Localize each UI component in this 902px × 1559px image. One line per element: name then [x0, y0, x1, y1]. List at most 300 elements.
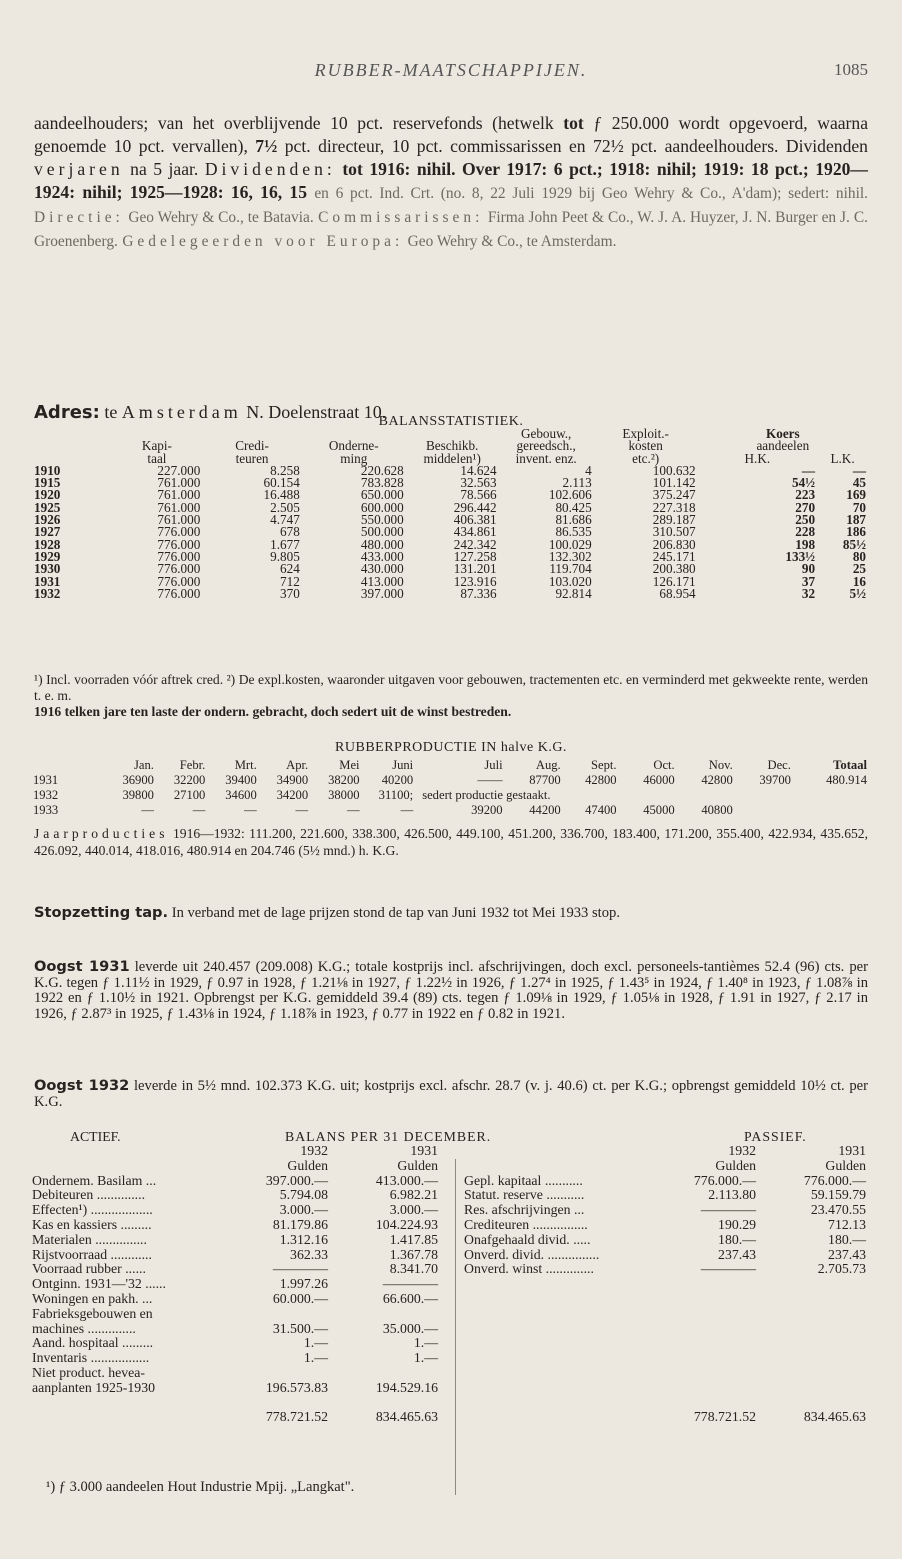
balance-value: 776.000.— [693, 1172, 756, 1188]
balance-value: 1.312.16 [279, 1231, 328, 1247]
value-cell: 38200 [328, 773, 360, 787]
balance-row [32, 1322, 438, 1337]
balance-value: 1.367.78 [389, 1246, 438, 1262]
balance-row [464, 1292, 866, 1307]
column-header: Exploit.- [622, 426, 669, 441]
balansstatistiek-notes [34, 672, 868, 720]
column-header: Febr. [179, 758, 206, 772]
stopzetting-label: Stopzetting tap. [34, 904, 169, 921]
value-cell: 406.381 [453, 512, 497, 528]
value-cell: 86.535 [555, 524, 592, 540]
column-header: Totaal [833, 758, 867, 772]
balance-row [464, 1218, 866, 1233]
value-cell: 40200 [381, 773, 414, 787]
value-cell: 45000 [643, 803, 675, 817]
gedelegeerden-label: Gedelegeerden voor Europa: [122, 233, 404, 250]
balance-row [464, 1307, 866, 1322]
column-header: teuren [235, 450, 269, 466]
value-cell: 433.000 [360, 548, 404, 564]
year-cell: 1930 [34, 561, 61, 577]
value-cell: 187 [846, 512, 866, 528]
value-cell: 296.442 [453, 499, 497, 515]
balance-value: 60.000.— [272, 1290, 328, 1306]
value-cell: 397.000 [360, 585, 404, 601]
year-header: 1931 [410, 1143, 438, 1158]
intro-text: tot [563, 113, 584, 133]
balance-label: Inventaris ................. [32, 1350, 150, 1366]
value-cell: 678 [280, 524, 300, 540]
balance-row [464, 1203, 866, 1218]
column-header [32, 440, 112, 452]
value-cell: 1.677 [270, 536, 300, 552]
balance-label: Effecten¹) .................. [32, 1202, 153, 1218]
value-cell: 169 [846, 487, 866, 503]
actief-title: ACTIEF. [70, 1129, 121, 1144]
intro-text: en 6 pct. Ind. Crt. (no. 8, 22 Juli 1929 bij Geo Wehry & Co., A'dam); sedert: nihil. [314, 185, 868, 202]
value-cell: 375.247 [652, 487, 696, 503]
value-cell: 776.000 [157, 524, 201, 540]
value-cell: 712 [280, 573, 300, 589]
value-cell: 270 [795, 499, 816, 515]
balance-value: 834.465.63 [375, 1409, 438, 1425]
balance-row [464, 1396, 866, 1411]
value-cell: 198 [795, 536, 816, 552]
value-cell: 68.954 [659, 585, 696, 601]
value-cell: 776.000 [157, 573, 201, 589]
value-cell: 14.624 [460, 462, 497, 478]
value-cell: 310.507 [652, 524, 696, 540]
oogst-1931-label: Oogst 1931 [34, 958, 130, 975]
balance-row [464, 1174, 866, 1189]
balance-value: 59.159.79 [810, 1187, 866, 1203]
value-cell: 761.000 [157, 475, 201, 491]
value-cell: 480.914 [826, 773, 867, 787]
year-header: 1932 [300, 1143, 328, 1158]
value-cell: 32200 [173, 773, 206, 787]
value-cell: —— [477, 773, 503, 787]
column-header: Koers [765, 426, 800, 441]
passief-title: PASSIEF. [744, 1129, 807, 1144]
stopzetting-text: In verband met de lage prijzen stond de tap van Juni 1932 tot Mei 1933 stop. [171, 905, 620, 921]
value-cell: 100.632 [652, 462, 696, 478]
oogst-1931-text: leverde uit 240.457 (209.008) K.G.; totale kostprijs incl. afschrijvingen, doch excl. personeels-tantièmes 52.4 (96) cts. per K.G. tegen ƒ 1.11½ in 1929, ƒ 0.97 in 1928, ƒ 1.21⅛ in 1927, ƒ 1.22½ in 1926, ƒ 1.27⁴ in 1925, ƒ 1.43⁵ in 1924, ƒ 1.40⁸ in 1923, ƒ 1.08⅞ in 1922 en ƒ 1.10½ in 1921. Opbrengst per K.G. gemiddeld 39.4 (89) cts. tegen ƒ 1.09⅛ in 1929, ƒ 1.05⅛ in 1928, ƒ 1.91 in 1927, ƒ 2.17 in 1926, ƒ 2.87³ in 1925, ƒ 1.43⅛ in 1924, ƒ 1.18⅞ in 1923, ƒ 0.77 in 1922 en ƒ 0.82 in 1921. [34, 959, 868, 1022]
balance-value: 2.113.80 [708, 1187, 756, 1203]
value-cell: 60.154 [263, 475, 300, 491]
balansstatistiek-title: BALANSSTATISTIEK. [378, 414, 524, 429]
balance-label: Onverd. divid. ............... [464, 1246, 600, 1262]
value-cell: 206.830 [652, 536, 696, 552]
balance-label: Res. afschrijvingen ... [464, 1202, 585, 1218]
value-cell: 8.258 [270, 462, 300, 478]
balance-label: Onverd. winst .............. [464, 1261, 594, 1277]
value-cell [734, 803, 792, 818]
value-cell: 87.336 [460, 585, 497, 601]
value-cell: 223 [795, 487, 816, 503]
column-header: taal [147, 450, 167, 466]
balance-row [32, 1188, 438, 1203]
value-cell: 38000 [328, 788, 360, 802]
value-cell: — [295, 803, 309, 817]
stopzetting-paragraph [34, 905, 868, 922]
commissarissen-label: Commissarissen: [318, 209, 484, 226]
balance-row [464, 1233, 866, 1248]
value-cell: 32.563 [460, 475, 497, 491]
balance-row [464, 1277, 866, 1292]
value-cell: 650.000 [360, 487, 404, 503]
year-cell: 1932 [34, 585, 61, 601]
balance-value: ———— [700, 1261, 756, 1277]
year-header: 1932 [728, 1143, 756, 1158]
column-header: Jan. [133, 758, 154, 772]
value-cell: 39400 [225, 773, 257, 787]
balance-label: Fabrieksgebouwen en [32, 1305, 153, 1321]
column-header: middelen¹) [423, 450, 481, 466]
year-cell: 1928 [34, 536, 61, 552]
balance-label: Aand. hospitaal ......... [32, 1335, 154, 1351]
balance-sheet [32, 1129, 870, 1509]
column-header: Aug. [535, 758, 561, 772]
value-cell: sedert productie gestaakt. [422, 788, 551, 802]
balance-value: 413.000.— [375, 1172, 438, 1188]
value-cell: 480.000 [360, 536, 404, 552]
column-header: Sept. [591, 758, 617, 772]
value-cell: 776.000 [157, 536, 201, 552]
value-cell: 434.861 [453, 524, 497, 540]
address-city: Amsterdam [121, 402, 242, 422]
column-header: Juli [484, 758, 503, 772]
balance-label: Materialen ............... [32, 1231, 147, 1247]
value-cell: 289.187 [652, 512, 696, 528]
value-cell: 45 [852, 475, 866, 491]
value-cell [792, 803, 868, 818]
value-cell: 27100 [173, 788, 206, 802]
balance-value: 180.— [718, 1231, 756, 1247]
balance-label: Ontginn. 1931—'32 ...... [32, 1276, 166, 1292]
balance-label: Debiteuren .............. [32, 1187, 146, 1203]
note-line: ¹) Incl. voorraden vóór aftrek cred. ²) De expl.kosten, waaronder uitgaven voor gebouwen, tractementen etc. en verminderd met gekweekte rente, werden t. e. m. [34, 672, 868, 703]
column-header: Gebouw., [520, 426, 572, 441]
value-cell: 80.425 [555, 499, 592, 515]
value-cell: — [400, 803, 414, 817]
value-cell: 131.201 [453, 561, 497, 577]
value-cell: — [852, 462, 866, 478]
balance-row [464, 1351, 866, 1366]
gedelegeerden-value: Geo Wehry & Co., te Amsterdam. [407, 233, 617, 250]
balance-value: ———— [272, 1261, 328, 1277]
value-cell: 4.747 [270, 512, 300, 528]
year-cell: 1927 [34, 524, 61, 540]
value-cell: 776.000 [157, 561, 201, 577]
value-cell: 16.488 [263, 487, 300, 503]
balance-value: 194.529.16 [375, 1379, 438, 1395]
value-cell: 25 [852, 561, 866, 577]
value-cell: 776.000 [157, 548, 201, 564]
unit-header: Gulden [715, 1157, 756, 1173]
balance-label: Kas en kassiers ......... [32, 1216, 152, 1232]
balance-value: 3.000.— [279, 1202, 328, 1218]
column-header: Apr. [286, 758, 309, 772]
actief-column [32, 1144, 438, 1425]
value-cell: 34900 [276, 773, 309, 787]
value-cell: 5½ [849, 585, 866, 601]
intro-text: na 5 jaar. [130, 159, 199, 179]
column-header: gereedsch., [516, 438, 576, 454]
value-cell: 32 [801, 585, 816, 601]
value-cell: 39200 [471, 803, 503, 817]
balance-row [464, 1336, 866, 1351]
address-label: Adres: [34, 402, 100, 423]
intro-text: Dividenden: [204, 159, 336, 179]
column-header: H.K. [744, 450, 771, 466]
value-cell: 228 [795, 524, 816, 540]
balance-row [464, 1262, 866, 1277]
value-cell: 34200 [276, 788, 309, 802]
intro-text: pct. directeur, 10 pct. commissarissen en 72½ pct. aandeelhouders. Dividenden [284, 136, 868, 156]
directie-value: Geo Wehry & Co., te Batavia. [128, 209, 314, 226]
value-cell: 85½ [842, 536, 866, 552]
column-divider [455, 1159, 456, 1495]
value-cell: 39700 [759, 773, 791, 787]
year-cell: 1931 [33, 773, 59, 787]
rubberproductie-title: RUBBERPRODUCTIE IN halve K.G. [335, 740, 567, 755]
value-cell: 92.814 [555, 585, 592, 601]
balance-row [32, 1233, 438, 1248]
year-cell: 1931 [34, 573, 61, 589]
balance-value: 31.500.— [272, 1320, 328, 1336]
value-cell: 54½ [791, 475, 816, 491]
value-cell: 250 [795, 512, 816, 528]
value-cell: 2.113 [562, 475, 592, 491]
balance-value: 196.573.83 [265, 1379, 328, 1395]
balance-row [32, 1381, 438, 1396]
value-cell: 2.505 [270, 499, 300, 515]
table-row [32, 788, 868, 803]
year-cell: 1915 [34, 475, 61, 491]
year-cell: 1926 [34, 512, 61, 528]
balance-value: 1.— [413, 1335, 438, 1351]
table-row [32, 803, 868, 818]
running-title: RUBBER-MAATSCHAPPIJEN. [314, 60, 588, 80]
balance-row [464, 1410, 866, 1425]
value-cell: 186 [846, 524, 866, 540]
jaarproducties-label: Jaarproducties [34, 826, 169, 841]
balance-row [32, 1292, 438, 1307]
balance-value: 834.465.63 [803, 1409, 866, 1425]
value-cell: 245.171 [652, 548, 696, 564]
year-cell: 1920 [34, 487, 61, 503]
value-cell: 761.000 [157, 499, 201, 515]
table-row [32, 588, 868, 600]
balance-row [32, 1218, 438, 1233]
column-header: Mei [339, 758, 360, 772]
value-cell: 127.258 [453, 548, 497, 564]
balance-value: 778.721.52 [265, 1409, 328, 1425]
column-header: Mrt. [234, 758, 257, 772]
balance-label: Crediteuren ................ [464, 1216, 588, 1232]
balance-label: Onafgehaald divid. ..... [464, 1231, 591, 1247]
value-cell: 227.000 [157, 462, 201, 478]
column-header: Onderne- [328, 438, 379, 454]
balance-label: Statut. reserve ........... [464, 1187, 585, 1203]
value-cell: 126.171 [652, 573, 696, 589]
address-text: te [104, 402, 118, 422]
column-header: Juni [392, 758, 414, 772]
value-cell: 119.704 [549, 561, 592, 577]
balance-row [32, 1262, 438, 1277]
value-cell: 90 [801, 561, 816, 577]
balance-value: 776.000.— [803, 1172, 866, 1188]
value-cell: 44200 [529, 803, 561, 817]
balance-value: 5.794.08 [279, 1187, 328, 1203]
balance-sheet-title: BALANS PER 31 DECEMBER. [285, 1129, 492, 1144]
column-header: Credi- [235, 438, 269, 454]
rubberproductie-table [32, 758, 868, 818]
value-cell: — [346, 803, 360, 817]
oogst-1932-text: leverde in 5½ mnd. 102.373 K.G. uit; kostprijs excl. afschr. 28.7 (v. j. 40.6) ct. per K.G.; opbrengst gemiddeld 10½ ct. per K.G. [34, 1078, 868, 1110]
value-cell: 87700 [529, 773, 561, 787]
value-cell: 500.000 [360, 524, 404, 540]
value-cell: 133½ [785, 548, 816, 564]
note-line: 1916 telken jare ten laste der ondern. gebracht, doch sedert uit de winst bestreden. [34, 704, 512, 719]
value-cell: 227.318 [652, 499, 696, 515]
balance-value: ———— [382, 1276, 438, 1292]
balance-value: 237.43 [718, 1246, 756, 1262]
balance-value: 1.997.26 [279, 1276, 328, 1292]
value-cell: 761.000 [157, 512, 201, 528]
oogst-1932-paragraph [34, 1078, 868, 1110]
unit-header: Gulden [825, 1157, 866, 1173]
value-cell: 100.029 [548, 536, 592, 552]
balance-value: 81.179.86 [272, 1216, 328, 1232]
balansstatistiek-table [32, 428, 868, 600]
column-header: ming [340, 450, 368, 466]
column-header [32, 758, 99, 773]
value-cell: 81.686 [555, 512, 592, 528]
balance-row [32, 1203, 438, 1218]
balance-row [32, 1336, 438, 1351]
column-header: Nov. [708, 758, 733, 772]
balance-value: 712.13 [828, 1216, 866, 1232]
value-cell: 36900 [122, 773, 154, 787]
value-cell: 47400 [585, 803, 617, 817]
balance-row [32, 1307, 438, 1322]
jaarproducties-paragraph [34, 826, 868, 859]
unit-header-row [464, 1159, 866, 1174]
column-header [32, 428, 112, 440]
balance-row [32, 1410, 438, 1425]
year-cell: 1929 [34, 548, 61, 564]
header-row [32, 758, 868, 773]
balance-label: Voorraad rubber ...... [32, 1261, 146, 1277]
intro-text: aandeelhouders; van het overblijvende 10 pct. reservefonds (hetwelk [34, 113, 554, 133]
balance-row [32, 1366, 438, 1381]
page-number: 1085 [834, 60, 868, 79]
value-cell: 101.142 [652, 475, 696, 491]
column-header: Dec. [767, 758, 791, 772]
balance-value: 6.982.21 [389, 1187, 438, 1203]
value-cell: 776.000 [157, 585, 201, 601]
balance-row [464, 1188, 866, 1203]
value-cell: 78.566 [460, 487, 497, 503]
oogst-1932-label: Oogst 1932 [34, 1077, 130, 1094]
intro-text: wordt opgevoerd, waarna genoemde 10 pct. vervallen), [34, 113, 869, 156]
value-cell: 761.000 [157, 487, 201, 503]
balance-value: 104.224.93 [375, 1216, 438, 1232]
balance-row [464, 1381, 866, 1396]
value-cell: 132.302 [548, 548, 592, 564]
balance-value: 2.705.73 [817, 1261, 866, 1277]
value-cell: 37 [801, 573, 816, 589]
value-cell: 103.020 [548, 573, 592, 589]
footnote: ¹) ƒ 3.000 aandeelen Hout Industrie Mpij. „Langkat". [46, 1479, 355, 1495]
value-cell: 783.828 [360, 475, 404, 491]
balance-label: machines .............. [32, 1320, 136, 1336]
balance-label: Gepl. kapitaal ........... [464, 1172, 583, 1188]
column-header: etc.²) [632, 450, 660, 466]
balance-label: Niet product. hevea- [32, 1364, 146, 1380]
balance-label: Rijstvoorraad ............ [32, 1246, 152, 1262]
value-cell: 31100; [378, 788, 414, 802]
balance-label: Ondernem. Basilam ... [32, 1172, 157, 1188]
balance-value: ———— [700, 1202, 756, 1218]
balance-value: 3.000.— [389, 1202, 438, 1218]
directie-label: Directie: [34, 209, 124, 226]
column-header: invent. enz. [515, 450, 577, 466]
balance-row [464, 1366, 866, 1381]
value-cell: 9.805 [270, 548, 300, 564]
intro-paragraph [34, 112, 868, 253]
balance-value: 1.417.85 [389, 1231, 438, 1247]
balance-value: 237.43 [828, 1246, 866, 1262]
balance-value: 362.33 [290, 1246, 328, 1262]
unit-header-row [32, 1159, 438, 1174]
value-cell: 40800 [701, 803, 733, 817]
balance-row [32, 1174, 438, 1189]
year-cell: 1925 [34, 499, 61, 515]
value-cell: 200.380 [652, 561, 696, 577]
value-cell: 42800 [701, 773, 733, 787]
year-cell: 1932 [33, 788, 59, 802]
balance-row [32, 1396, 438, 1411]
value-cell: 39800 [122, 788, 154, 802]
value-cell: 242.342 [453, 536, 497, 552]
balance-row [32, 1351, 438, 1366]
value-cell: 413.000 [360, 573, 404, 589]
column-header: L.K. [830, 450, 855, 466]
balance-value: 1.— [303, 1350, 328, 1366]
intro-text: 7½ [255, 136, 278, 156]
year-header-row [32, 1144, 438, 1159]
year-cell: 1910 [34, 462, 61, 478]
column-header: aandeelen [756, 438, 810, 454]
balance-row [464, 1322, 866, 1337]
intro-text: ƒ 250.000 [593, 113, 669, 133]
dividend-figures: 6 pct.; 1918: nihil; 1919: 18 pct.; 1920—1924: nihil; 1925—1928: 16, 16, 15 [34, 159, 869, 202]
value-cell: 123.916 [453, 573, 497, 589]
passief-column [464, 1144, 866, 1425]
value-cell: 370 [280, 585, 300, 601]
column-header: Oct. [653, 758, 675, 772]
balance-value: 1.— [303, 1335, 328, 1351]
value-cell: 34600 [225, 788, 257, 802]
page-header [34, 60, 868, 90]
value-cell: — [244, 803, 257, 817]
value-cell: 80 [852, 548, 866, 564]
column-header: kosten [628, 438, 663, 454]
year-header: 1931 [838, 1143, 866, 1158]
jaarproducties-text: 1916—1932: 111.200, 221.600, 338.300, 426.500, 449.100, 451.200, 336.700, 183.400, 171.200, 355.400, 422.934, 435.652, 426.092, 440.014, 418.016, 480.914 en 204.746 (5½ mnd.) h. K.G. [34, 826, 868, 858]
balance-row [464, 1248, 866, 1263]
